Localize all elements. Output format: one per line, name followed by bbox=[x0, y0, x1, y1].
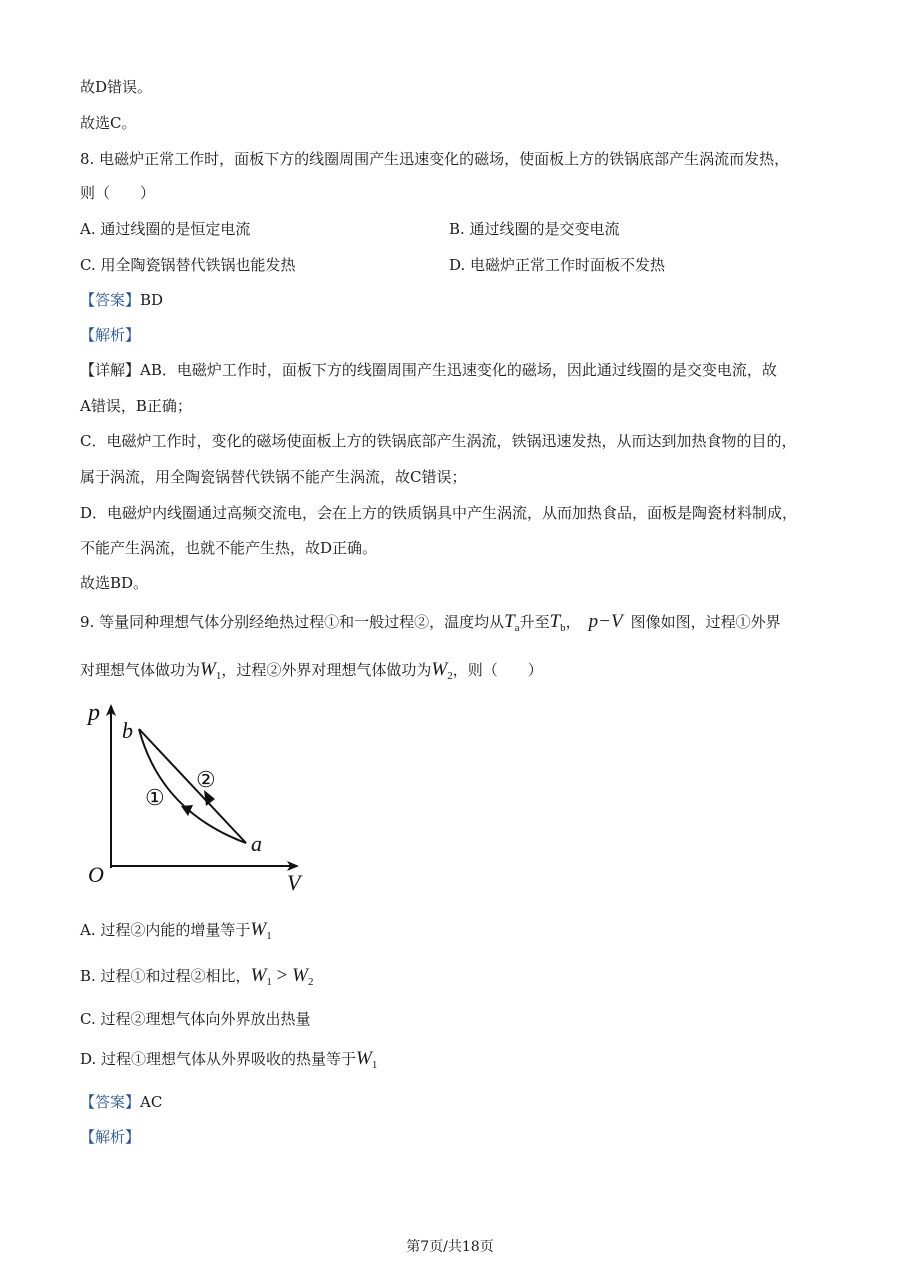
q8-detail-line1 bbox=[80, 360, 777, 380]
q9-option-b: B. 过程①和过程②相比，$W_1 > W_2$ bbox=[80, 965, 314, 988]
process-1-label: ① bbox=[145, 785, 165, 810]
process-1-arrow-icon bbox=[181, 805, 193, 816]
q9-option-c: C. 过程②理想气体向外界放出热量 bbox=[80, 1010, 311, 1028]
point-a-label: a bbox=[251, 831, 262, 856]
q8-analysis-tag: 【解析】 bbox=[80, 326, 141, 344]
q9-text: 9. 等量同种理想气体分别经绝热过程①和一般过程②，温度均从 bbox=[80, 613, 505, 631]
process-2-label: ② bbox=[196, 767, 216, 792]
temperature-a: $T_a$ bbox=[504, 611, 520, 634]
origin-label: O bbox=[88, 862, 104, 887]
q8-stem-line2: 则（ ） bbox=[80, 184, 156, 202]
temperature-b: $T_b$ bbox=[549, 611, 566, 634]
text-line: 故选C。 bbox=[80, 114, 137, 132]
pv-diagram bbox=[82, 698, 322, 898]
q9-option-d: D. 过程①理想气体从外界吸收的热量等于$W_1$ bbox=[80, 1048, 378, 1071]
q8-stem-line1: 8. 电磁炉正常工作时，面板下方的线圈周围产生迅速变化的磁场，使面板上方的铁锅底部产生涡流而发热， bbox=[80, 150, 790, 168]
q9-answer bbox=[80, 1092, 162, 1112]
q9-option-a: A. 过程②内能的增量等于$W_1$ bbox=[80, 919, 272, 942]
q8-detail-line2: A错误，B正确； bbox=[80, 397, 192, 415]
q9-analysis-tag: 【解析】 bbox=[80, 1128, 141, 1146]
work-w2: $W_2$ bbox=[431, 659, 453, 682]
q8-option-d: D. 电磁炉正常工作时面板不发热 bbox=[449, 256, 666, 274]
q8-detail-line4: 属于涡流，用全陶瓷锅替代铁锅不能产生涡流，故C错误； bbox=[80, 468, 467, 486]
q9-text: 图像如图，过程①外界 bbox=[630, 613, 781, 631]
detail-text: AB．电磁炉工作时，面板下方的线圈周围产生迅速变化的磁场，因此通过线圈的是交变电流，故 bbox=[140, 361, 777, 379]
work-w1: $W_1$ bbox=[356, 1048, 378, 1071]
q8-detail-line3: C．电磁炉工作时，变化的磁场使面板上方的铁锅底部产生涡流，铁锅迅速发热，从而达到加热食物的目的， bbox=[80, 432, 797, 450]
q8-conclusion: 故选BD。 bbox=[80, 574, 149, 592]
answer-value: AC bbox=[140, 1093, 163, 1111]
pv-symbol: p−V bbox=[588, 611, 623, 632]
answer-tag: 【答案】 bbox=[80, 291, 141, 309]
point-b-label: b bbox=[122, 718, 133, 743]
v-axis-label: V bbox=[287, 870, 301, 895]
q9-text: 对理想气体做功为 bbox=[80, 661, 201, 679]
p-axis-label: p bbox=[88, 700, 100, 726]
q9-text: ， bbox=[565, 613, 581, 631]
q8-answer bbox=[80, 290, 163, 310]
work-w1: $W_1$ bbox=[200, 659, 222, 682]
q8-option-c: C. 用全陶瓷锅替代铁锅也能发热 bbox=[80, 256, 296, 274]
text-line: 故D错误。 bbox=[80, 78, 153, 96]
answer-tag: 【答案】 bbox=[80, 1093, 141, 1111]
q8-option-a: A. 通过线圈的是恒定电流 bbox=[80, 220, 251, 238]
work-comparison: $W_1 > W_2$ bbox=[250, 965, 314, 988]
q8-detail-line5: D．电磁炉内线圈通过高频交流电，会在上方的铁质锅具中产生涡流，从而加热食品，面板是陶瓷材料制成， bbox=[80, 504, 798, 522]
answer-value: BD bbox=[140, 291, 164, 309]
q9-stem-line2 bbox=[80, 660, 543, 686]
detail-tag: 【详解】 bbox=[80, 361, 141, 379]
page-number: 第7页/共18页 bbox=[406, 1239, 494, 1255]
q8-detail-line6: 不能产生涡流，也就不能产生热，故D正确。 bbox=[80, 539, 378, 557]
q9-stem-line1 bbox=[80, 612, 781, 638]
q9-text: 升至 bbox=[519, 613, 550, 631]
q9-text: ，则（ ） bbox=[452, 661, 543, 679]
q8-option-b: B. 通过线圈的是交变电流 bbox=[449, 220, 620, 238]
q9-text: ，过程②外界对理想气体做功为 bbox=[221, 661, 432, 679]
work-w1: $W_1$ bbox=[250, 919, 272, 942]
